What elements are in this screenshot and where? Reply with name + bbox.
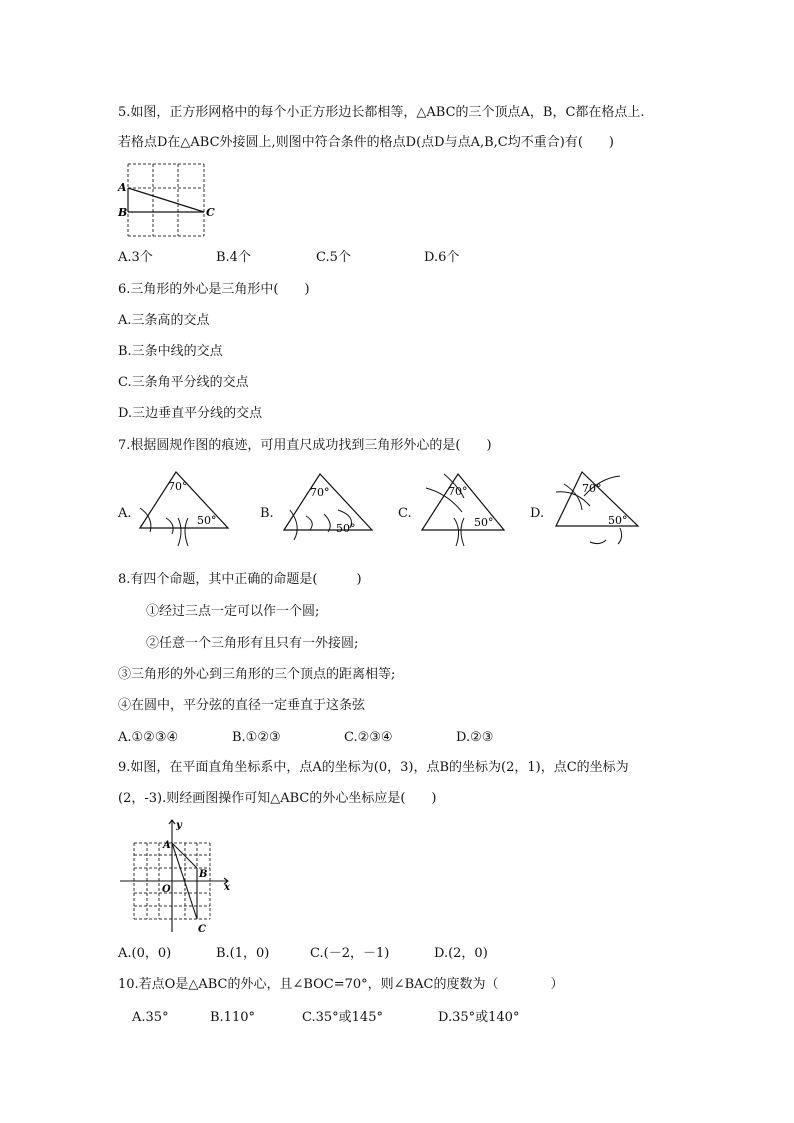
- q9-option-d[interactable]: D.(2，0): [434, 946, 488, 961]
- q7-b-right-angle: 50°: [336, 522, 356, 535]
- q7-stem: 7.根据圆规作图的痕迹，可用直尺成功找到三角形外心的是( ): [118, 438, 492, 453]
- q6-option-a[interactable]: A.三条高的交点: [118, 313, 210, 328]
- q5-label-a: A: [118, 181, 127, 194]
- q7-figure-d[interactable]: [550, 468, 650, 554]
- q5-label-c: C: [206, 206, 215, 219]
- q5-line1: 5.如图，正方形网格中的每个小正方形边长都相等，△ABC的三个顶点A，B，C都在格点上.: [118, 105, 645, 120]
- q9-option-b[interactable]: B.(1，0): [216, 946, 270, 961]
- q5-option-a[interactable]: A.3个: [118, 250, 153, 265]
- q8-prop-1: ①经过三点一定可以作一个圆;: [146, 604, 320, 619]
- q9-option-a[interactable]: A.(0，0): [118, 946, 172, 961]
- q9-label-c: C: [198, 924, 206, 935]
- q9-label-a: A: [163, 840, 171, 851]
- q8-prop-3: ③三角形的外心到三角形的三个顶点的距离相等;: [118, 667, 396, 682]
- q10-option-a[interactable]: A.35°: [132, 1010, 169, 1025]
- q5-option-c[interactable]: C.5个: [316, 250, 351, 265]
- q10-option-c[interactable]: C.35°或145°: [302, 1010, 383, 1025]
- q7-b-top-angle: 70°: [310, 486, 330, 499]
- q6-option-b[interactable]: B.三条中线的交点: [118, 344, 223, 359]
- q7-d-right-angle: 50°: [608, 514, 628, 527]
- q7-c-right-angle: 50°: [474, 516, 494, 529]
- q7-figure-b[interactable]: [280, 468, 380, 550]
- q7-option-a-label[interactable]: A.: [118, 506, 132, 521]
- q6-option-d[interactable]: D.三边垂直平分线的交点: [118, 406, 263, 421]
- q7-option-c-label[interactable]: C.: [398, 506, 412, 521]
- q6-option-c[interactable]: C.三条角平分线的交点: [118, 375, 249, 390]
- q8-prop-2: ②任意一个三角形有且只有一外接圆;: [146, 636, 359, 651]
- q9-label-y: y: [176, 820, 182, 831]
- q10-option-d[interactable]: D.35°或140°: [438, 1010, 520, 1025]
- q5-side-ac: [128, 188, 204, 212]
- q10-stem: 10.若点O是△ABC的外心，且∠BOC=70°，则∠BAC的度数为（ ）: [118, 977, 564, 992]
- q9-label-o: O: [162, 884, 171, 895]
- q9-label-x: x: [224, 882, 230, 893]
- q5-grid-figure: [116, 158, 226, 240]
- q8-option-a[interactable]: A.①②③④: [118, 730, 179, 745]
- q7-d-top-angle: 70°: [582, 482, 602, 495]
- q7-c-top-angle: 70°: [448, 485, 468, 498]
- q7-a-right-angle: 50°: [197, 514, 217, 527]
- q9-option-c[interactable]: C.(－2，－1): [310, 946, 390, 961]
- q10-option-b[interactable]: B.110°: [210, 1010, 255, 1025]
- q7-a-top-angle: 70°: [168, 480, 188, 493]
- q7-option-b-label[interactable]: B.: [260, 506, 274, 521]
- q8-option-c[interactable]: C.②③④: [344, 730, 393, 745]
- q5-option-b[interactable]: B.4个: [216, 250, 251, 265]
- q8-stem: 8.有四个命题，其中正确的命题是( ): [118, 572, 362, 587]
- q8-option-b[interactable]: B.①②③: [232, 730, 281, 745]
- q9-line2: (2，-3).则经画图操作可知△ABC的外心坐标应是( ): [118, 791, 437, 806]
- q6-stem: 6.三角形的外心是三角形中( ): [118, 282, 310, 297]
- q9-line1: 9.如图，在平面直角坐标系中，点A的坐标为(0，3)，点B的坐标为(2，1)，点C的坐标为: [118, 760, 629, 775]
- q9-coordinate-figure: [118, 818, 236, 938]
- q8-prop-4: ④在圆中，平分弦的直径一定垂直于这条弦: [118, 698, 366, 713]
- q5-label-b: B: [118, 206, 128, 219]
- q5-line2: 若格点D在△ABC外接圆上,则图中符合条件的格点D(点D与点A,B,C均不重合)有( ): [118, 135, 614, 150]
- q7-figure-a[interactable]: [136, 468, 236, 550]
- q8-option-d[interactable]: D.②③: [456, 730, 494, 745]
- q5-option-d[interactable]: D.6个: [424, 250, 460, 265]
- q7-figure-c[interactable]: [418, 468, 518, 550]
- q7-option-d-label[interactable]: D.: [530, 506, 545, 521]
- q9-label-b: B: [199, 869, 208, 880]
